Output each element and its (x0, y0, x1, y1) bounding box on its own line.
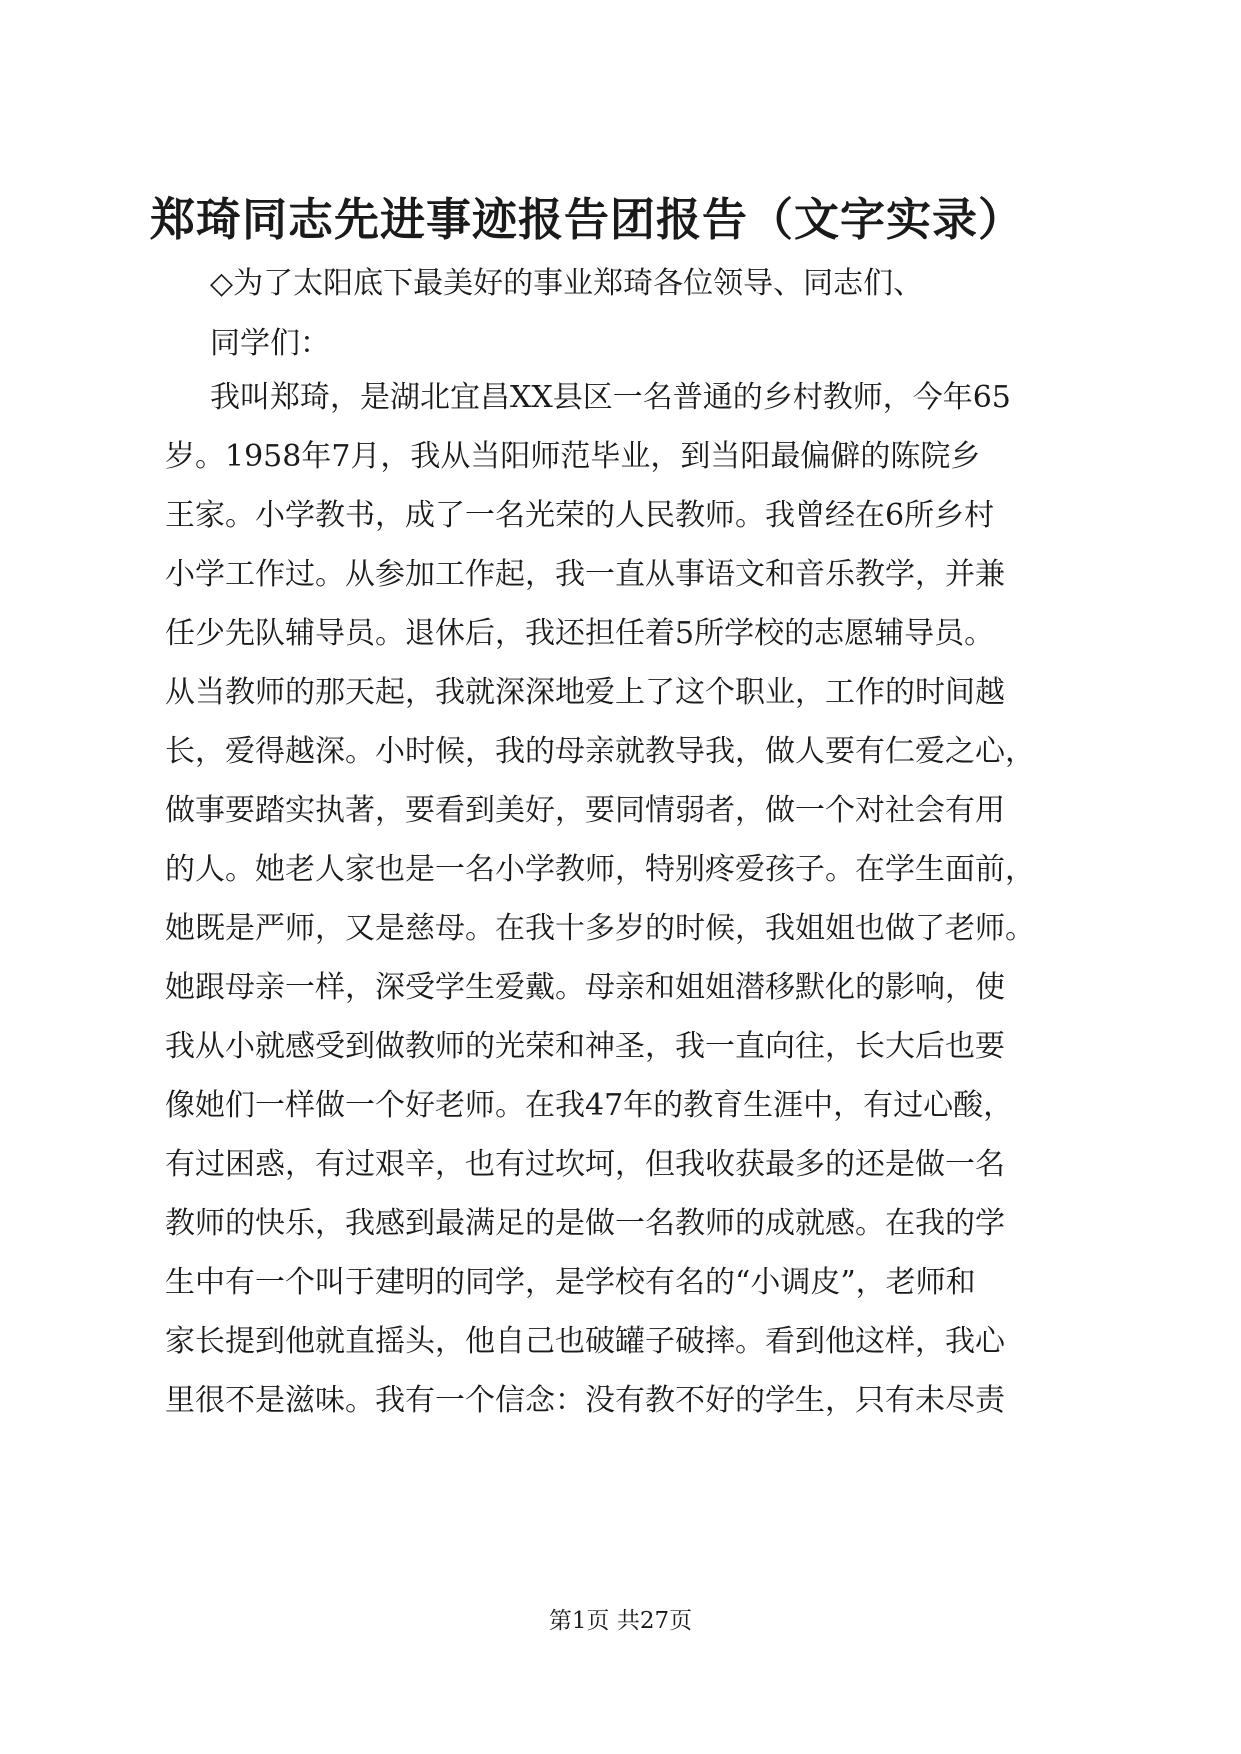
body-line: 岁。1958年7月，我从当阳师范毕业，到当阳最偏僻的陈院乡 (165, 439, 981, 474)
body-line: 有过困惑，有过艰辛，也有过坎坷，但我收获最多的还是做一名 (165, 1147, 1005, 1182)
body-line: 家长提到他就直摇头，他自己也破罐子破摔。看到他这样，我心 (165, 1324, 1005, 1359)
body-line: 从当教师的那天起，我就深深地爱上了这个职业，工作的时间越 (165, 675, 1005, 710)
body-line: 教师的快乐，我感到最满足的是做一名教师的成就感。在我的学 (165, 1206, 1005, 1241)
document-title: 郑琦同志先进事迹报告团报告（文字实录） (150, 193, 1025, 246)
body-line: 她既是严师，又是慈母。在我十多岁的时候，我姐姐也做了老师。 (165, 911, 1035, 946)
subtitle-line: ◇为了太阳底下最美好的事业郑琦各位领导、同志们、 (210, 266, 924, 301)
body-line: 生中有一个叫于建明的同学，是学校有名的“小调皮”，老师和 (165, 1265, 976, 1300)
body-line: 像她们一样做一个好老师。在我47年的教育生涯中，有过心酸， (165, 1088, 1014, 1123)
body-line: 做事要踏实执著，要看到美好，要同情弱者，做一个对社会有用 (165, 793, 1005, 828)
page-number-footer: 第1页 共27页 (548, 1608, 693, 1634)
body-line: 任少先队辅导员。退休后，我还担任着5所学校的志愿辅导员。 (165, 616, 995, 651)
body-line: 我从小就感受到做教师的光荣和神圣，我一直向往，长大后也要 (165, 1029, 1005, 1064)
salutation: 同学们： (210, 326, 330, 361)
body-line: 我叫郑琦，是湖北宜昌XX县区一名普通的乡村教师，今年65 (210, 380, 1011, 415)
body-line: 长，爱得越深。小时候，我的母亲就教导我，做人要有仁爱之心， (165, 734, 1035, 769)
body-line: 小学工作过。从参加工作起，我一直从事语文和音乐教学，并兼 (165, 557, 1005, 592)
body-line: 王家。小学教书，成了一名光荣的人民教师。我曾经在6所乡村 (165, 498, 995, 533)
body-line: 的人。她老人家也是一名小学教师，特别疼爱孩子。在学生面前， (165, 852, 1035, 887)
body-line: 她跟母亲一样，深受学生爱戴。母亲和姐姐潜移默化的影响，使 (165, 970, 1005, 1005)
body-line: 里很不是滋味。我有一个信念：没有教不好的学生，只有未尽责 (165, 1383, 1005, 1418)
